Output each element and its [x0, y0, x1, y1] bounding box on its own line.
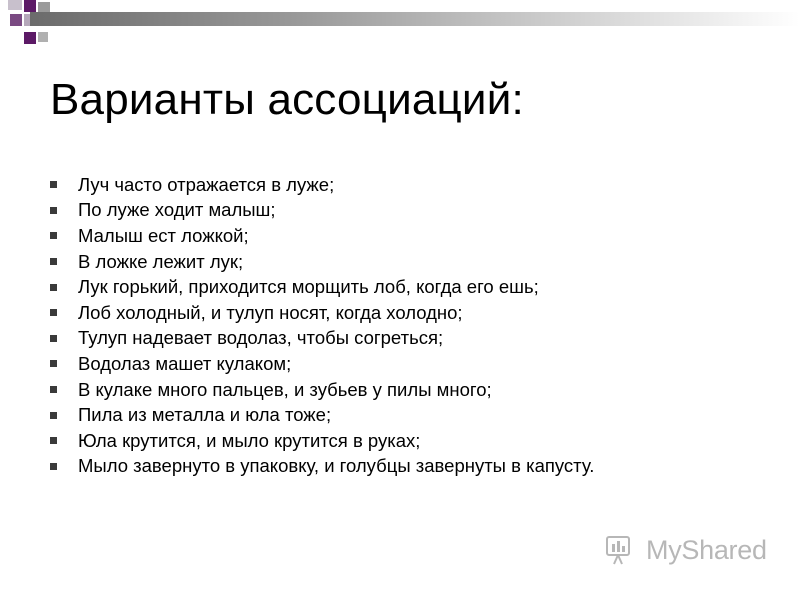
myshared-logo-icon	[606, 536, 640, 566]
list-item-text: Лук горький, приходится морщить лоб, когда его ешь;	[78, 276, 539, 298]
list-item-text: Мыло завернуто в упаковку, и голубцы завернуты в капусту.	[78, 455, 595, 477]
deco-square	[38, 32, 48, 42]
deco-square	[24, 32, 36, 44]
list-item-text: В ложке лежит лук;	[78, 250, 244, 272]
deco-square	[10, 14, 22, 26]
list-item	[50, 326, 594, 352]
watermark-text: MyShared	[646, 535, 767, 565]
list-item	[50, 377, 594, 403]
square-bullet-icon	[50, 309, 57, 316]
square-bullet-icon	[50, 232, 57, 239]
list-item	[50, 300, 594, 326]
list-item-text: В кулаке много пальцев, и зубьев у пилы много;	[78, 378, 492, 400]
list-item	[50, 351, 594, 377]
square-bullet-icon	[50, 335, 57, 342]
header-gradient-bar	[30, 12, 800, 26]
square-bullet-icon	[50, 463, 57, 470]
list-item-text: Юла крутится, и мыло крутится в руках;	[78, 429, 421, 451]
myshared-watermark	[606, 535, 767, 566]
square-bullet-icon	[50, 207, 57, 214]
square-bullet-icon	[50, 412, 57, 419]
deco-square	[8, 0, 22, 10]
list-item-text: Малыш ест ложкой;	[78, 224, 249, 246]
square-bullet-icon	[50, 360, 57, 367]
list-item	[50, 223, 594, 249]
square-bullet-icon	[50, 181, 57, 188]
list-item-text: Тулуп надевает водолаз, чтобы согреться;	[78, 327, 444, 349]
list-item-text: Водолаз машет кулаком;	[78, 352, 292, 374]
square-bullet-icon	[50, 284, 57, 291]
list-item-text: Пила из металла и юла тоже;	[78, 404, 332, 426]
list-item	[50, 172, 594, 198]
square-bullet-icon	[50, 258, 57, 265]
list-item-text: Лоб холодный, и тулуп носят, когда холодно;	[78, 301, 463, 323]
slide-title: Варианты ассоциаций:	[50, 75, 524, 124]
association-list	[50, 172, 594, 479]
list-item-text: Луч часто отражается в луже;	[78, 173, 335, 195]
list-item	[50, 198, 594, 224]
deco-square	[24, 0, 36, 12]
list-item	[50, 402, 594, 428]
square-bullet-icon	[50, 386, 57, 393]
list-item	[50, 454, 594, 480]
list-item	[50, 428, 594, 454]
list-item	[50, 274, 594, 300]
square-bullet-icon	[50, 437, 57, 444]
list-item	[50, 249, 594, 275]
list-item-text: По луже ходит малыш;	[78, 199, 276, 221]
